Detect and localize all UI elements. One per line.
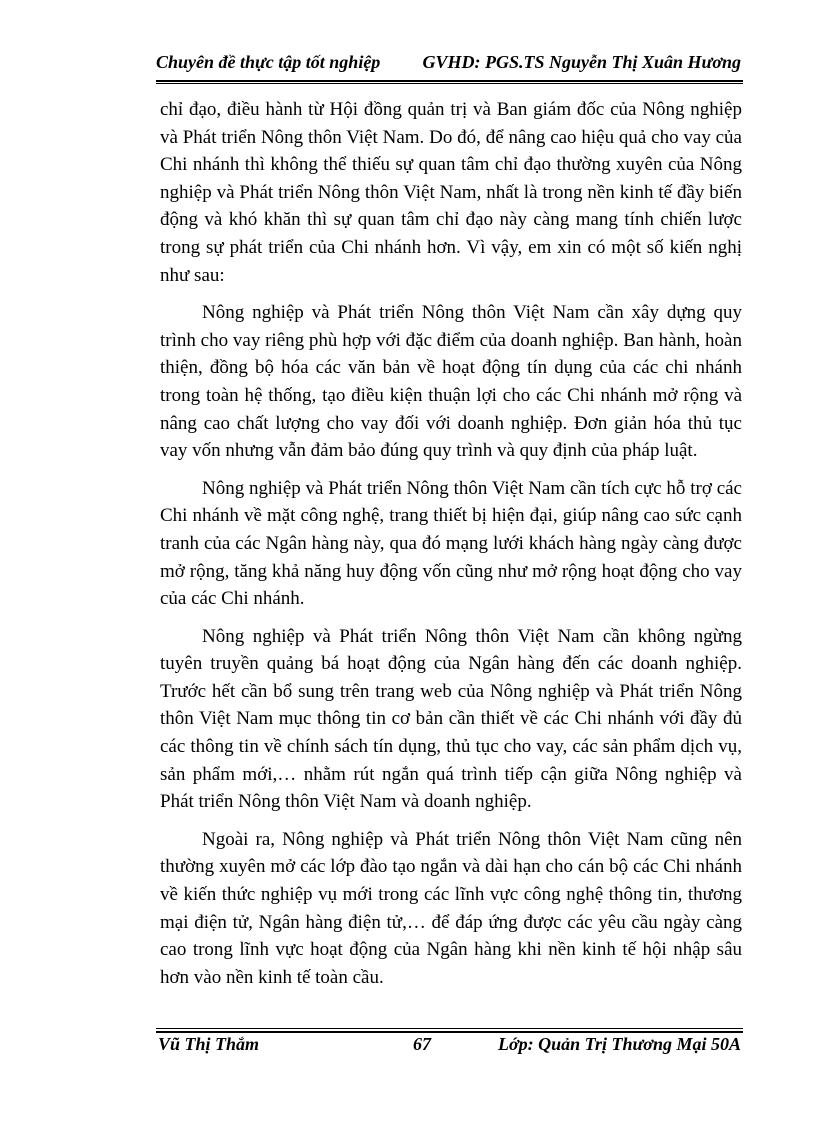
paragraph-3: Nông nghiệp và Phát triển Nông thôn Việt Nam cần tích cực hỗ trợ các Chi nhánh về mặt công nghệ, trang thiết bị hiện đại, giúp nâng cao sức cạnh tranh của các Ngân hàng này, qua đó mạng lưới khách hàng ngày càng được mở rộng, tăng khả năng huy động vốn cũng như mở rộng hoạt động cho vay của các Chi nhánh.: [160, 477, 742, 610]
footer-divider-thin: [156, 1028, 743, 1029]
paragraph-1: chỉ đạo, điều hành từ Hội đồng quản trị và Ban giám đốc của Nông nghiệp và Phát triển Nông thôn Việt Nam. Do đó, để nâng cao hiệu quả cho vay của Chi nhánh thì không thể thiếu sự quan tâm chỉ đạo thường xuyên của Nông nghiệp và Phát triển Nông thôn Việt Nam, nhất là trong nền kinh tế đầy biến động và khó khăn thì sự quan tâm chỉ đạo này càng mang tính chiến lược trong sự phát triển của Chi nhánh hơn. Vì vậy, em xin có một số kiến nghị như sau:: [160, 99, 742, 286]
header-divider-thin: [156, 83, 743, 84]
header-divider: [156, 80, 743, 82]
page-number: 67: [413, 1034, 431, 1054]
page-header: [156, 50, 741, 76]
footer-divider: [156, 1031, 743, 1033]
document-body: [160, 96, 742, 1001]
paragraph-2: Nông nghiệp và Phát triển Nông thôn Việt Nam cần xây dựng quy trình cho vay riêng phù hợp với đặc điểm của doanh nghiệp. Ban hành, hoàn thiện, đồng bộ hóa các văn bản về hoạt động tín dụng của các chi nhánh trong toàn hệ thống, tạo điều kiện thuận lợi cho các Chi nhánh mở rộng và nâng cao chất lượng cho vay đối với doanh nghiệp. Đơn giản hóa thủ tục vay vốn nhưng vẫn đảm bảo đúng quy trình và quy định của pháp luật.: [160, 302, 742, 462]
paragraph-4: Nông nghiệp và Phát triển Nông thôn Việt Nam cần không ngừng tuyên truyền quảng bá hoạt động của Ngân hàng đến các doanh nghiệp. Trước hết cần bổ sung trên trang web của Nông nghiệp và Phát triển Nông thôn Việt Nam mục thông tin cơ bản cần thiết về các Chi nhánh với đầy đủ các thông tin về chính sách tín dụng, thủ tục cho vay, các sản phẩm dịch vụ, sản phẩm mới,… nhằm rút ngắn quá trình tiếp cận giữa Nông nghiệp và Phát triển Nông thôn Việt Nam và doanh nghiệp.: [160, 625, 742, 813]
paragraph-5: Ngoài ra, Nông nghiệp và Phát triển Nông thôn Việt Nam cũng nên thường xuyên mở các lớp đào tạo ngắn và dài hạn cho cán bộ các Chi nhánh về kiến thức nghiệp vụ mới trong các lĩnh vực công nghệ thông tin, thương mại điện tử, Ngân hàng điện tử,… để đáp ứng được các yêu cầu ngày càng cao trong lĩnh vực hoạt động của Ngân hàng khi nền kinh tế hội nhập sâu hơn vào nền kinh tế toàn cầu.: [160, 828, 742, 988]
page-footer: [156, 1034, 743, 1058]
footer-author: Vũ Thị Thắm: [158, 1034, 260, 1054]
header-title: Chuyên đề thực tập tốt nghiệp: [156, 52, 381, 72]
footer-class: Lớp: Quản Trị Thương Mại 50A: [498, 1034, 741, 1054]
header-supervisor: GVHD: PGS.TS Nguyễn Thị Xuân Hương: [422, 52, 741, 72]
